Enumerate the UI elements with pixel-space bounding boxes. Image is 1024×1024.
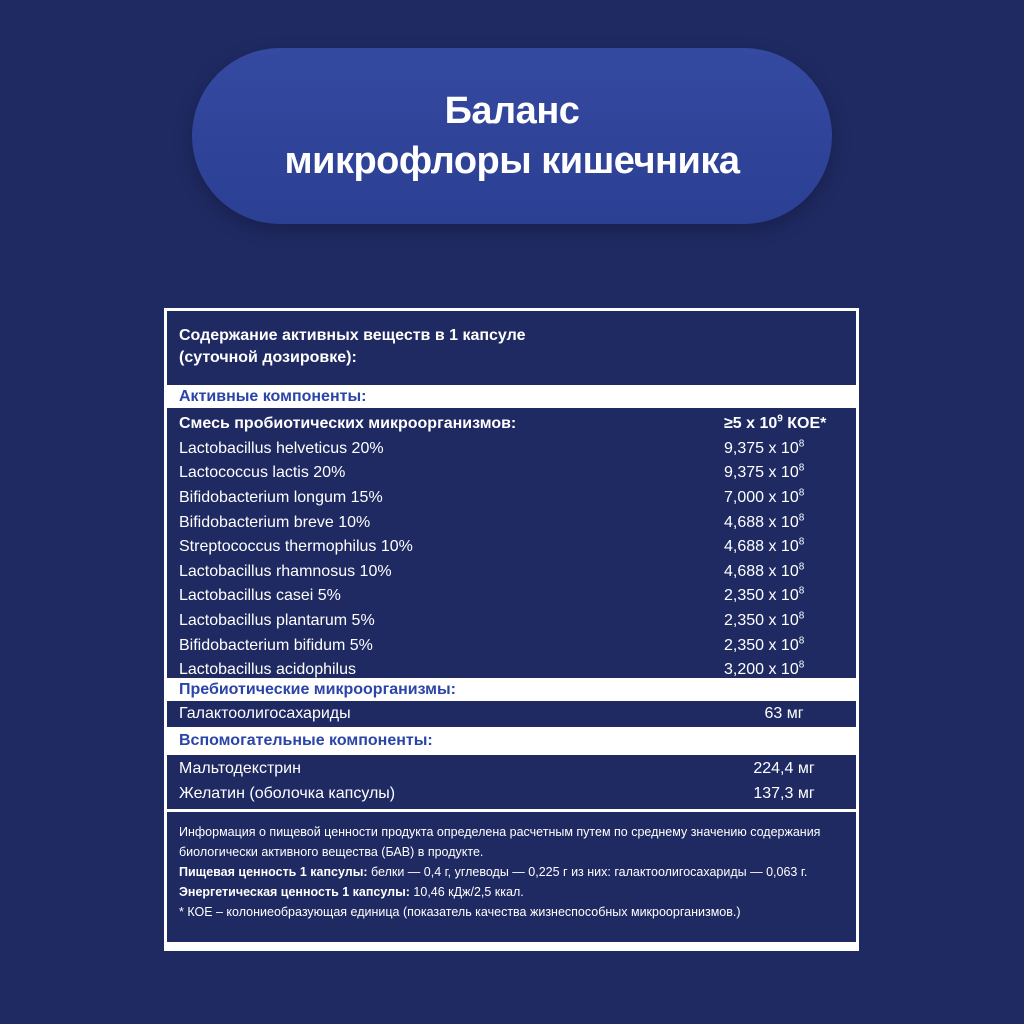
row-name: Streptococcus thermophilus 10% — [179, 538, 413, 556]
value-base: 4,688 x 10 — [724, 538, 799, 556]
title-line-2: микрофлоры кишечника — [284, 140, 740, 182]
row-name: Bifidobacterium bifidum 5% — [179, 636, 373, 654]
row-value — [724, 514, 844, 532]
value-exponent: 9 — [777, 413, 783, 425]
table-row — [167, 437, 856, 462]
value-base: 9,375 x 10 — [724, 439, 799, 457]
table-row — [167, 412, 856, 437]
section-active-title: Активные компоненты: — [167, 385, 856, 408]
row-name: Lactobacillus plantarum 5% — [179, 612, 375, 630]
value-base: 4,688 x 10 — [724, 513, 799, 531]
value-exponent: 8 — [798, 463, 805, 475]
row-name: Lactobacillus rhamnosus 10% — [179, 562, 392, 580]
table-row — [167, 584, 856, 609]
row-name: Мальтодекстрин — [179, 760, 301, 778]
row-name: Lactococcus lactis 20% — [179, 464, 346, 482]
title-banner — [192, 48, 832, 224]
row-value — [724, 464, 844, 482]
auxiliary-list — [167, 755, 856, 809]
table-row — [167, 609, 856, 634]
value-exponent: 8 — [798, 610, 805, 622]
value-base: 2,350 x 10 — [724, 587, 799, 605]
table-row — [167, 757, 856, 782]
section-aux-title: Вспомогательные компоненты: — [167, 727, 856, 755]
value-exponent: 8 — [798, 536, 805, 548]
row-value: 224,4 мг — [753, 760, 815, 778]
table-row — [167, 510, 856, 535]
value-base: ≥5 x 10 — [724, 415, 778, 433]
energy-label: Энергетическая ценность 1 капсулы: — [179, 885, 410, 899]
active-components-list — [167, 408, 856, 678]
row-value — [724, 538, 844, 556]
header-line-2: (суточной дозировке): — [179, 349, 357, 366]
row-value — [724, 489, 844, 507]
nutrition-label: Пищевая ценность 1 капсулы: — [179, 865, 368, 879]
value-base: 7,000 x 10 — [724, 489, 799, 507]
row-value — [724, 637, 844, 655]
table-row — [167, 486, 856, 511]
row-value: 137,3 мг — [753, 784, 815, 802]
row-name: Галактоолигосахариды — [179, 705, 351, 722]
row-value: 63 мг — [764, 705, 804, 722]
row-name: Bifidobacterium longum 15% — [179, 489, 383, 507]
value-base: 3,200 x 10 — [724, 661, 799, 679]
value-exponent: 8 — [798, 635, 805, 647]
value-base: 2,350 x 10 — [724, 636, 799, 654]
row-name: Bifidobacterium breve 10% — [179, 513, 371, 531]
value-exponent: 8 — [798, 659, 805, 671]
row-value — [724, 563, 844, 581]
title-line-1: Баланс — [444, 90, 580, 132]
row-name: Lactobacillus acidophilus — [179, 661, 356, 679]
table-row — [167, 702, 856, 727]
row-value — [724, 661, 844, 679]
table-row — [167, 535, 856, 560]
row-value — [724, 587, 844, 605]
nutrition-value: белки — 0,4 г, углеводы — 0,225 г из них: галактоолигосахариды — 0,063 г. — [367, 865, 808, 879]
value-exponent: 8 — [798, 561, 805, 573]
notes-info: Информация о пищевой ценности продукта определена расчетным путем по среднему значению содержания биологически активного вещества (БАВ) в продукте. — [179, 825, 821, 859]
value-suffix: КОЕ* — [782, 415, 827, 433]
value-base: 4,688 x 10 — [724, 562, 799, 580]
value-exponent: 8 — [798, 512, 805, 524]
table-row — [167, 782, 856, 807]
header-line-1: Содержание активных веществ в 1 капсуле — [179, 327, 526, 344]
section-prebiotic-title: Пребиотические микроорганизмы: — [167, 678, 856, 701]
table-row — [167, 560, 856, 585]
prebiotic-list — [167, 701, 856, 727]
value-exponent: 8 — [798, 586, 805, 598]
notes-nutrition — [179, 862, 844, 882]
row-value — [724, 612, 844, 630]
table-row — [167, 633, 856, 658]
row-value — [724, 415, 844, 433]
composition-table — [164, 308, 859, 951]
value-exponent: 8 — [798, 438, 805, 450]
table-header — [167, 311, 856, 385]
nutrition-notes — [167, 812, 856, 942]
row-value — [724, 440, 844, 458]
energy-value: 10,46 кДж/2,5 ккал. — [409, 885, 524, 899]
value-base: 9,375 x 10 — [724, 464, 799, 482]
row-name: Lactobacillus casei 5% — [179, 587, 341, 605]
row-name: Lactobacillus helveticus 20% — [179, 439, 384, 457]
table-row — [167, 461, 856, 486]
row-name: Желатин (оболочка капсулы) — [179, 784, 396, 802]
row-name: Смесь пробиотических микроорганизмов: — [179, 415, 517, 433]
notes-footnote: * КОЕ – колониеобразующая единица (показатель качества жизнеспособных микроорганизмов.) — [179, 905, 741, 919]
value-exponent: 8 — [798, 487, 805, 499]
value-base: 2,350 x 10 — [724, 612, 799, 630]
notes-energy — [179, 882, 844, 902]
